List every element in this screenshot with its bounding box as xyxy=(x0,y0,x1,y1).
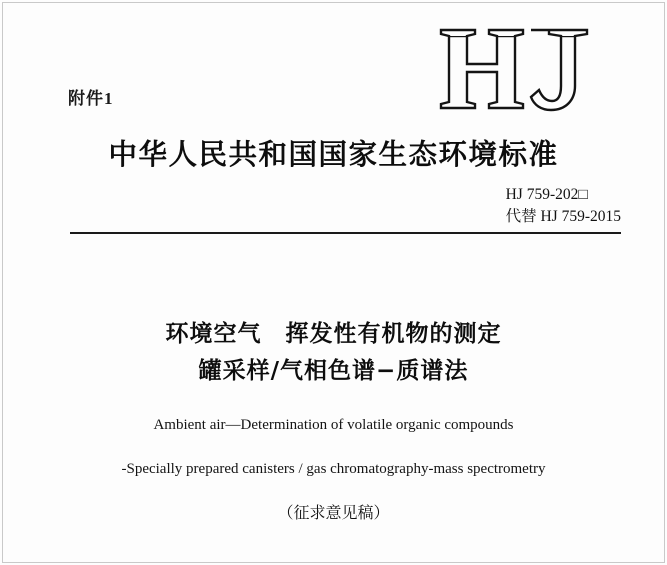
main-title-line-2: 罐采样/气相色谱−质谱法 xyxy=(198,358,469,385)
main-title-line-1: 环境空气 挥发性有机物的测定 xyxy=(165,321,502,347)
standard-code: HJ 759-202□ xyxy=(505,186,588,203)
main-title xyxy=(0,316,667,391)
attachment-label: 附件1 xyxy=(68,89,114,108)
english-title: Ambient air—Determination of volatile organic compounds xyxy=(153,417,514,433)
hj-logo xyxy=(435,22,595,114)
english-subtitle: -Specially prepared canisters / gas chromatography-mass spectrometry xyxy=(121,461,546,477)
draft-status-note: （征求意见稿） xyxy=(277,503,390,522)
horizontal-rule xyxy=(70,232,621,234)
replaces-code: 代替 HJ 759-2015 xyxy=(505,208,621,226)
page-title: 中华人民共和国国家生态环境标准 xyxy=(108,138,559,171)
standard-code-block xyxy=(506,184,621,229)
